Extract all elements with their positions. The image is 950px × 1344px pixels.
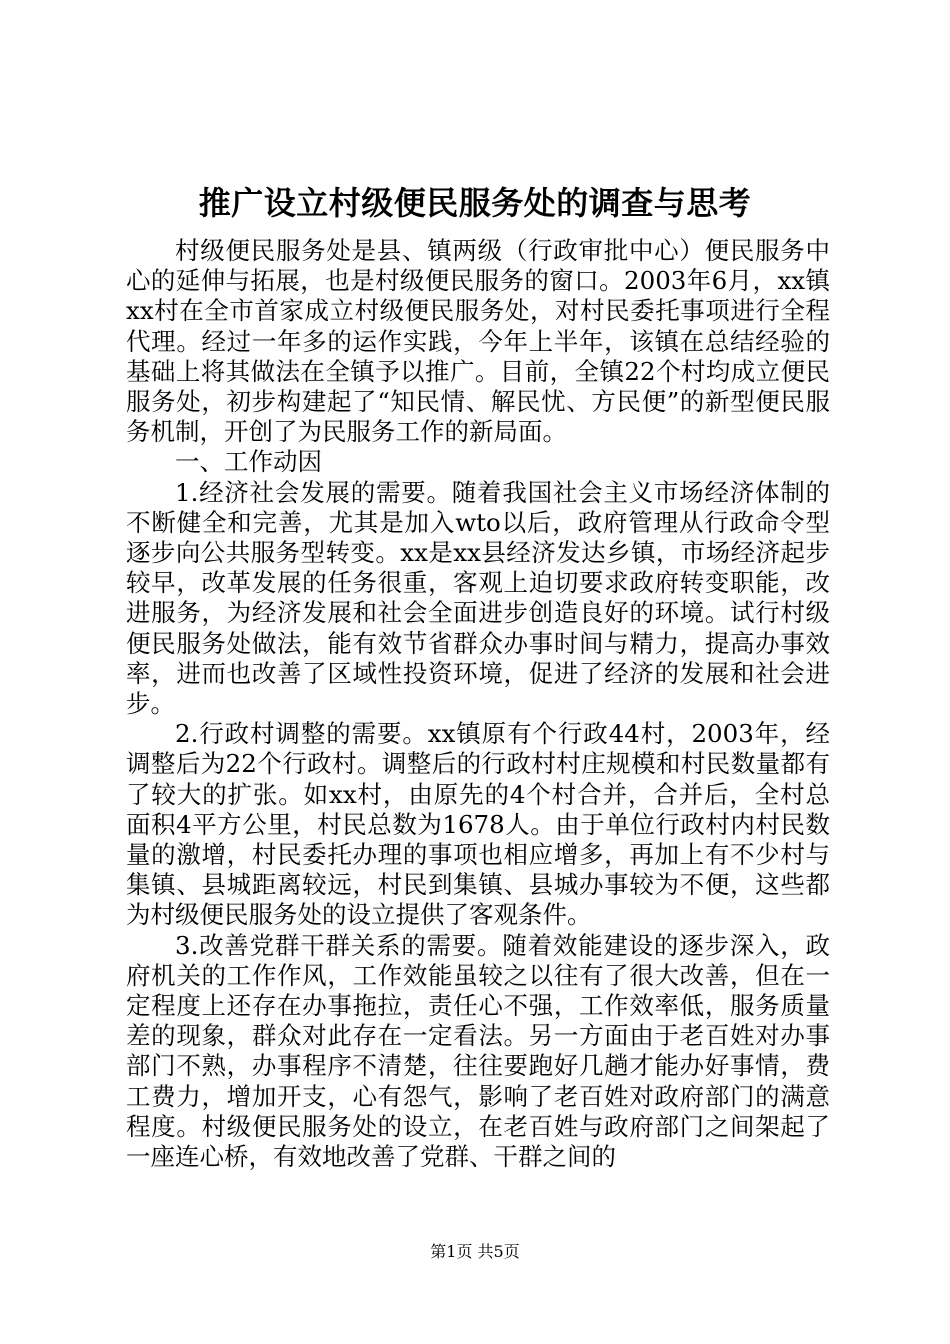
paragraph-point-2: 2.行政村调整的需要。xx镇原有个行政44村，2003年，经调整后为22个行政村。调整后的行政村村庄规模和村民数量都有了较大的扩张。如xx村，由原先的4个村合并，合并后，全村总面积4平方公里，村民总数为1678人。由于单位行政村内村民数量的激增，村民委托办理的事项也相应增多，再加上有不少村与集镇、县城距离较远，村民到集镇、县城办事较为不便，这些都为村级便民服务处的设立提供了客观条件。 [126, 719, 830, 930]
section-heading-work-motivation: 一、工作动因 [175, 447, 322, 477]
paragraph-point-1: 1.经济社会发展的需要。随着我国社会主义市场经济体制的不断健全和完善，尤其是加入wto以后，政府管理从行政命令型逐步向公共服务型转变。xx是xx县经济发达乡镇，市场经济起步较早，改革发展的任务很重，客观上迫切要求政府转变职能，改进服务，为经济发展和社会全面进步创造良好的环境。试行村级便民服务处做法，能有效节省群众办事时间与精力，提高办事效率，进而也改善了区域性投资环境，促进了经济的发展和社会进步。 [126, 477, 830, 719]
document-body [126, 236, 830, 1172]
document-title: 推广设立村级便民服务处的调查与思考 [198, 184, 752, 222]
paragraph-point-3: 3.改善党群干群关系的需要。随着效能建设的逐步深入，政府机关的工作作风，工作效能虽较之以往有了很大改善，但在一定程度上还存在办事拖拉，责任心不强，工作效率低，服务质量差的现象，群众对此存在一定看法。另一方面由于老百姓对办事部门不熟，办事程序不清楚，往往要跑好几趟才能办好事情，费工费力，增加开支，心有怨气，影响了老百姓对政府部门的满意程度。村级便民服务处的设立，在老百姓与政府部门之间架起了一座连心桥，有效地改善了党群、干群之间的 [126, 930, 830, 1172]
paragraph-intro: 村级便民服务处是县、镇两级（行政审批中心）便民服务中心的延伸与拓展，也是村级便民服务的窗口。2003年6月，xx镇xx村在全市首家成立村级便民服务处，对村民委托事项进行全程代理。经过一年多的运作实践，今年上半年，该镇在总结经验的基础上将其做法在全镇予以推广。目前，全镇22个村均成立便民服务处，初步构建起了“知民情、解民忧、方民便”的新型便民服务机制，开创了为民服务工作的新局面。 [126, 236, 830, 447]
page-number-footer: 第1页 共5页 [430, 1242, 520, 1261]
